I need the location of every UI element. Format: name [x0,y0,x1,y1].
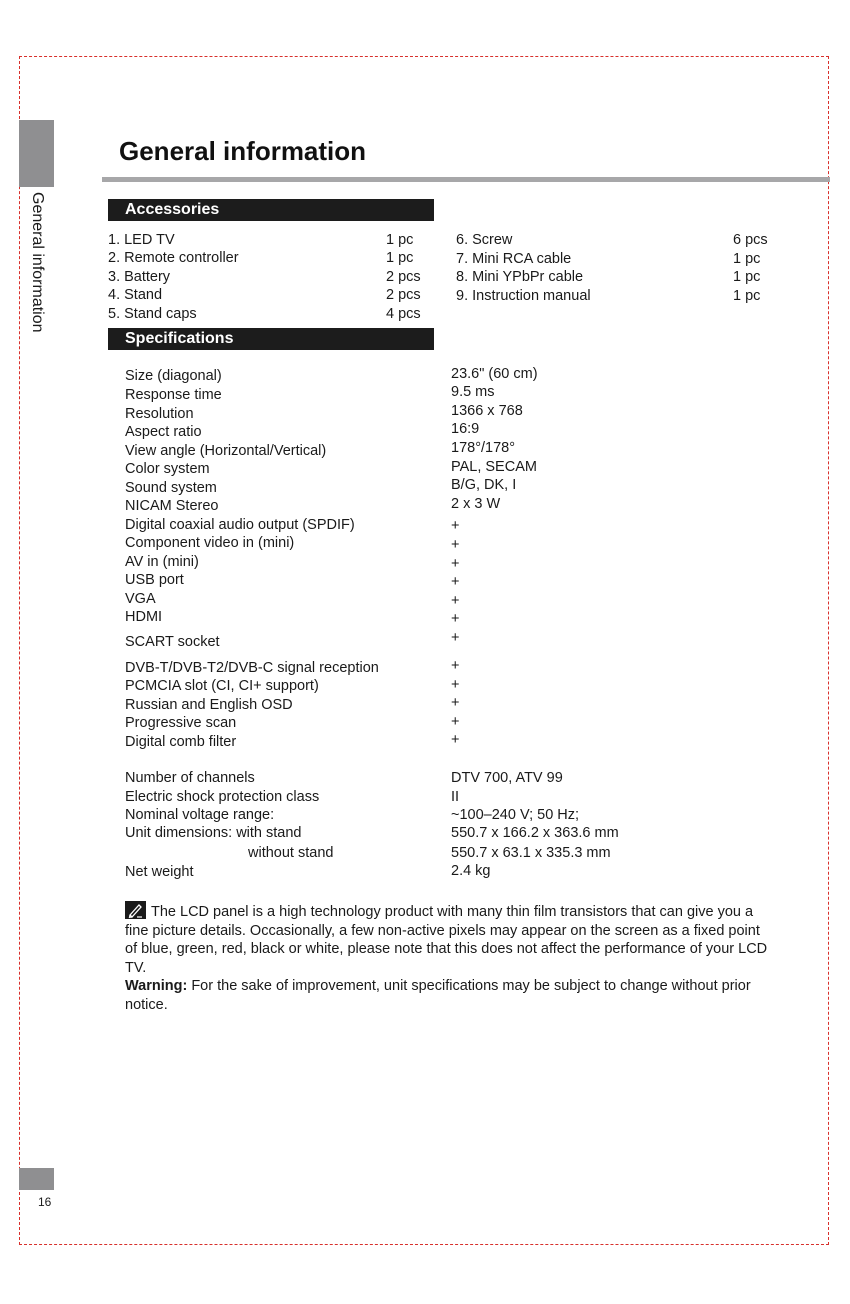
spec-label: Aspect ratio [125,424,202,440]
spec-label: Unit dimensions: with stand [125,825,302,841]
accessory-name: 1. LED TV [108,232,175,248]
spec-value: II [451,789,460,805]
spec-value: B/G, DK, I [451,477,517,493]
spec-value: DTV 700, ATV 99 [451,770,563,786]
spec-label: Progressive scan [125,715,237,731]
spec-value: ~100–240 V; 50 Hz; [451,807,580,823]
spec-label: Digital coaxial audio output (SPDIF) [125,517,355,533]
spec-value: + [451,695,460,711]
spec-label: Net weight [125,864,194,880]
lcd-note-text: The LCD panel is a high technology product with many thin film transistors that can give you a fine picture details. Occasionally, a few non-active pixels may appear on the screen as a fixed point of blue, green, red, black or white, please note that this does not affect the performance of your LCD TV. [125,904,768,976]
accessory-name: 5. Stand caps [108,306,197,322]
accessory-name: 8. Mini YPbPr cable [456,269,584,285]
spec-label: without stand [248,845,334,861]
accessory-qty: 1 pc [733,288,761,304]
page-number: 16 [38,1195,52,1209]
spec-label: HDMI [125,609,163,625]
spec-label: View angle (Horizontal/Vertical) [125,443,327,459]
spec-label: VGA [125,591,156,607]
spec-value: 550.7 x 166.2 x 363.6 mm [451,825,619,841]
spec-label: Color system [125,461,210,477]
page-tab [19,1168,54,1190]
accessory-name: 4. Stand [108,287,163,303]
spec-value: 178°/178° [451,440,516,456]
spec-label: NICAM Stereo [125,498,219,514]
spec-value: + [451,574,460,590]
spec-label: AV in (mini) [125,554,199,570]
spec-label: PCMCIA slot (CI, CI+ support) [125,678,319,694]
accessory-qty: 4 pcs [386,306,421,322]
spec-value: 2 x 3 W [451,496,501,512]
side-tab [19,120,54,187]
spec-label: Resolution [125,406,194,422]
accessories-header: Accessories [108,199,434,221]
spec-value: + [451,732,460,748]
spec-value: + [451,537,460,553]
spec-label: Sound system [125,480,217,496]
accessory-qty: 1 pc [386,250,414,266]
page-title: General information [119,136,367,166]
spec-value: 2.4 kg [451,863,491,879]
spec-label: Russian and English OSD [125,697,293,713]
accessory-name: 2. Remote controller [108,250,239,266]
spec-label: Size (diagonal) [125,368,222,384]
spec-value: 9.5 ms [451,384,495,400]
side-section-label: General information [29,192,46,333]
spec-label: DVB-T/DVB-T2/DVB-C signal reception [125,660,379,676]
spec-label: Digital comb filter [125,734,237,750]
pen-note-icon [125,901,146,919]
accessory-name: 7. Mini RCA cable [456,251,572,267]
notes-block [108,901,768,1015]
title-divider [102,177,830,182]
spec-label: Response time [125,387,222,403]
specifications-header: Specifications [108,328,434,350]
accessory-qty: 2 pcs [386,269,421,285]
accessory-qty: 1 pc [386,232,414,248]
accessory-qty: 1 pc [733,269,761,285]
spec-value: + [451,556,460,572]
spec-label: USB port [125,572,184,588]
accessory-qty: 6 pcs [733,232,768,248]
warning-paragraph [108,977,768,1014]
spec-value: + [451,677,460,693]
spec-value: PAL, SECAM [451,459,537,475]
spec-value: + [451,611,460,627]
accessory-name: 3. Battery [108,269,171,285]
accessory-name: 6. Screw [456,232,513,248]
spec-label: Number of channels [125,770,255,786]
accessory-qty: 2 pcs [386,287,421,303]
spec-value: + [451,630,460,646]
spec-value: + [451,658,460,674]
spec-value: 16:9 [451,421,480,437]
spec-label: SCART socket [125,634,220,650]
accessory-name: 9. Instruction manual [456,288,591,304]
accessory-qty: 1 pc [733,251,761,267]
spec-value: 1366 x 768 [451,403,523,419]
spec-value: 23.6" (60 cm) [451,366,538,382]
spec-value: + [451,518,460,534]
spec-label: Nominal voltage range: [125,807,275,823]
spec-label: Component video in (mini) [125,535,295,551]
lcd-note-paragraph [108,901,768,977]
spec-label: Electric shock protection class [125,789,320,805]
spec-value: + [451,593,460,609]
warning-text: For the sake of improvement, unit specifications may be subject to change without prior notice. [125,978,751,1013]
warning-label: Warning: [125,978,188,995]
spec-value: 550.7 x 63.1 x 335.3 mm [451,845,611,861]
spec-value: + [451,714,460,730]
